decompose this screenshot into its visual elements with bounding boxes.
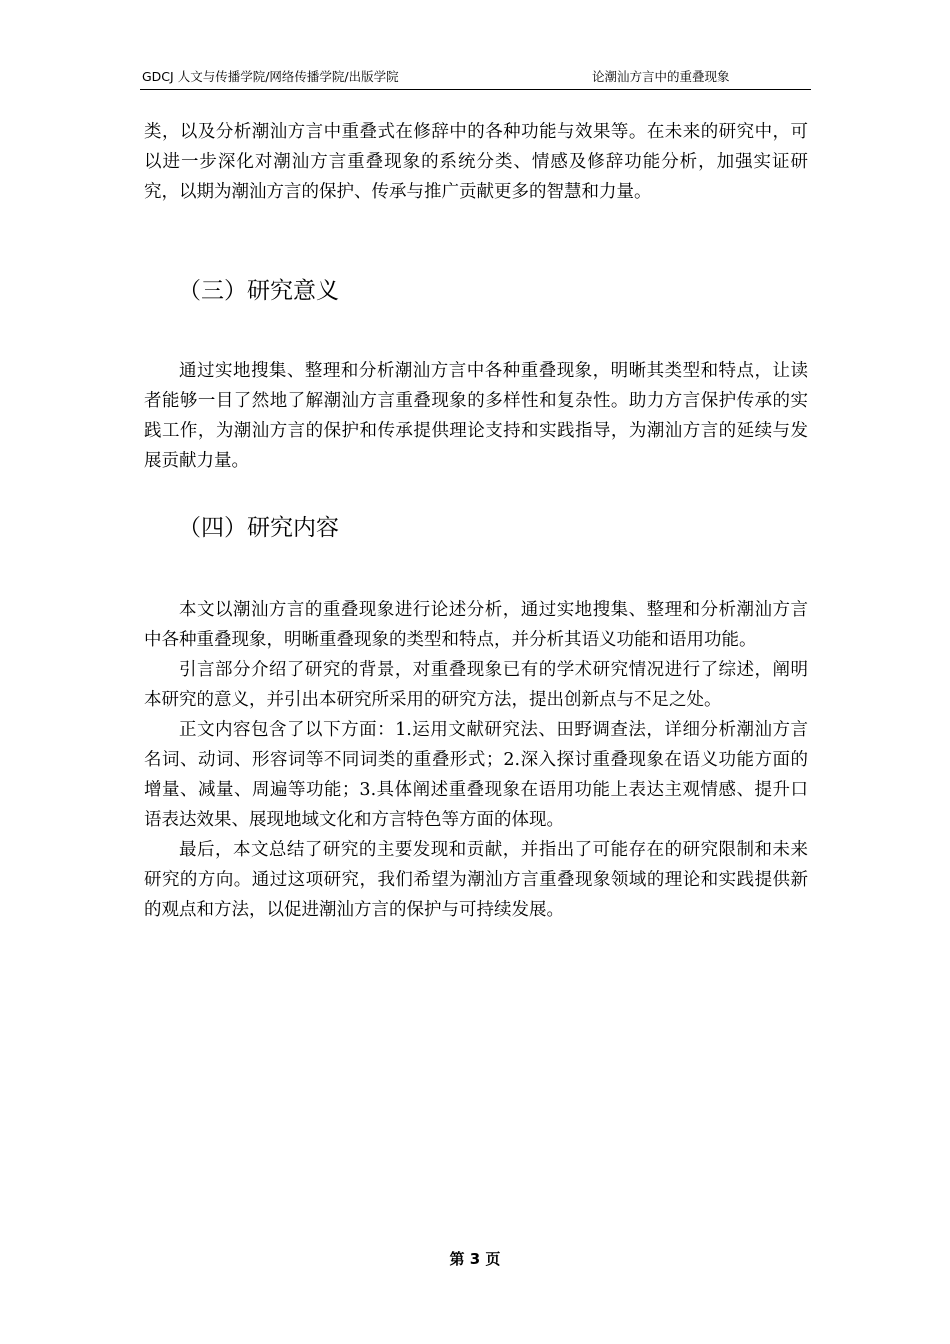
section-4-body (144, 595, 808, 925)
section-3-paragraph: 通过实地搜集、整理和分析潮汕方言中各种重叠现象，明晰其类型和特点，让读者能够一目了然地了解潮汕方言重叠现象的多样性和复杂性。助力方言保护传承的实践工作，为潮汕方言的保护和传承提供理论支持和实践指导，为潮汕方言的延续与发展贡献力量。 (144, 361, 808, 471)
section-3-heading: （三）研究意义 (178, 278, 339, 304)
section-4-paragraph-1: 本文以潮汕方言的重叠现象进行论述分析，通过实地搜集、整理和分析潮汕方言中各种重叠现象，明晰重叠现象的类型和特点，并分析其语义功能和语用功能。 (144, 600, 808, 650)
intro-continuation-paragraph: 类，以及分析潮汕方言中重叠式在修辞中的各种功能与效果等。在未来的研究中，可以进一步深化对潮汕方言重叠现象的系统分类、情感及修辞功能分析，加强实证研究，以期为潮汕方言的保护、传承与推广贡献更多的智慧和力量。 (144, 122, 808, 202)
header-paper-title: 论潮汕方言中的重叠现象 (592, 69, 730, 84)
header-institution: GDCJ 人文与传播学院/网络传播学院/出版学院 (142, 69, 399, 84)
section-4-heading: （四）研究内容 (178, 515, 339, 541)
section-4-paragraph-2: 引言部分介绍了研究的背景，对重叠现象已有的学术研究情况进行了综述，阐明本研究的意义，并引出本研究所采用的研究方法，提出创新点与不足之处。 (144, 660, 808, 710)
page-header (140, 67, 811, 90)
page-number: 第 3 页 (449, 1250, 501, 1268)
section-4-paragraph-3: 正文内容包含了以下方面：1.运用文献研究法、田野调查法，详细分析潮汕方言名词、动词、形容词等不同词类的重叠形式；2.深入探讨重叠现象在语义功能方面的增量、减量、周遍等功能；3.具体阐述重叠现象在语用功能上表达主观情感、提升口语表达效果、展现地域文化和方言特色等方面的体现。 (144, 720, 808, 830)
section-4-paragraph-4: 最后，本文总结了研究的主要发现和贡献，并指出了可能存在的研究限制和未来研究的方向。通过这项研究，我们希望为潮汕方言重叠现象领域的理论和实践提供新的观点和方法，以促进潮汕方言的保护与可持续发展。 (144, 840, 808, 920)
section-3-body (144, 356, 808, 476)
intro-continuation-block (144, 117, 808, 207)
